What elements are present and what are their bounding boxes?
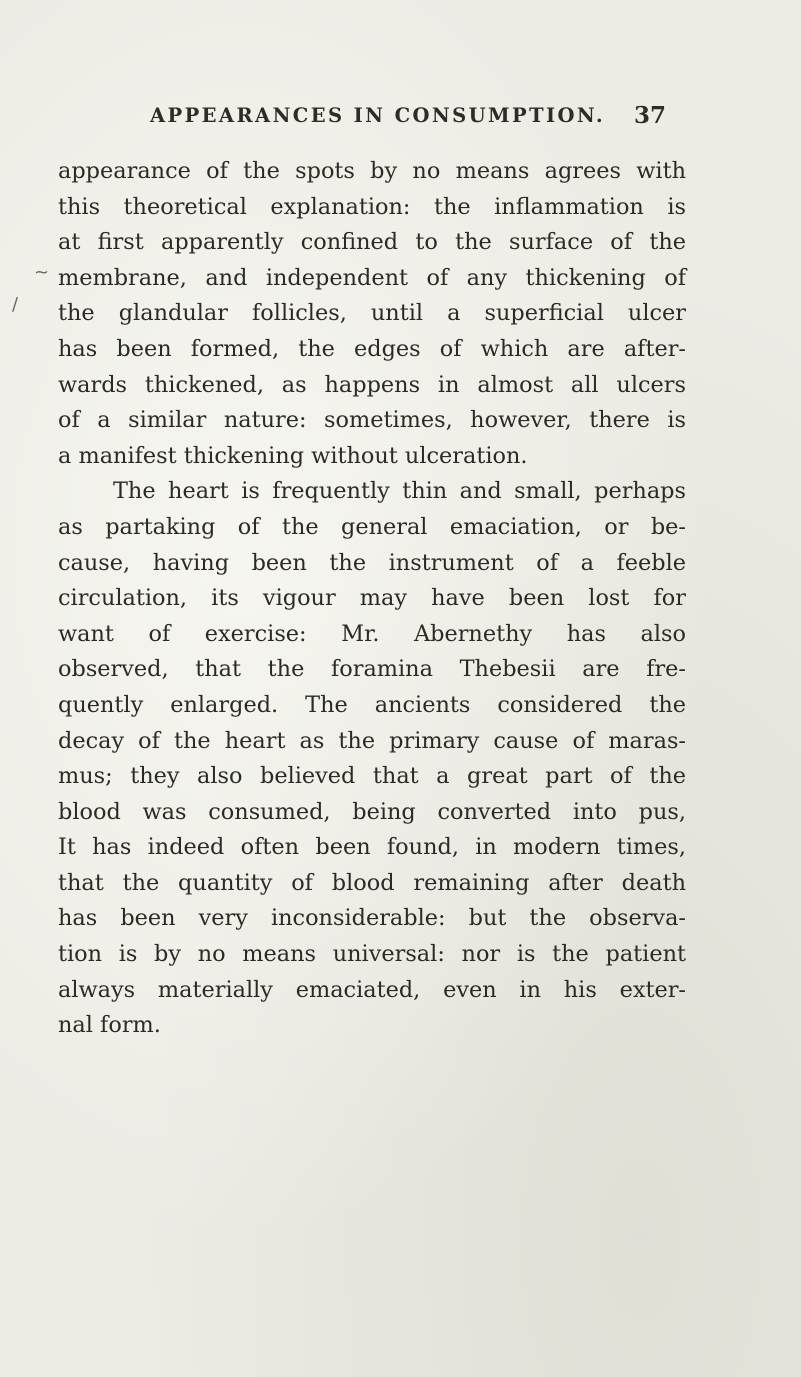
text-line: has been formed, the edges of which are after-	[58, 335, 686, 362]
text-line: wards thickened, as happens in almost all ulcers	[58, 371, 686, 398]
text-line: want of exercise: Mr. Abernethy has also	[58, 620, 686, 647]
text-line: observed, that the foramina Thebesii are fre-	[58, 656, 686, 683]
text-line: nal form.	[58, 1012, 161, 1039]
text-line: of a similar nature: sometimes, however, there is	[58, 407, 686, 434]
text-line: decay of the heart as the primary cause of maras-	[58, 727, 686, 754]
text-line: quently enlarged. The ancients considered the	[58, 691, 686, 718]
text-line: It has indeed often been found, in modern times,	[58, 834, 686, 861]
running-head: APPEARANCES IN CONSUMPTION.	[150, 104, 606, 127]
text-line: that the quantity of blood remaining after death	[58, 869, 686, 896]
text-line: a manifest thickening without ulceration.	[58, 442, 528, 469]
text-line: as partaking of the general emaciation, or be-	[58, 513, 686, 540]
text-line: appearance of the spots by no means agrees with	[58, 158, 686, 184]
text-line: the glandular follicles, until a superficial ulcer	[58, 300, 686, 327]
page-header	[0, 104, 801, 138]
margin-mark: ~	[34, 262, 50, 283]
text-line: blood was consumed, being converted into pus,	[58, 798, 686, 825]
text-line: tion is by no means universal: nor is the patient	[58, 941, 686, 968]
paragraph-start-line: The heart is frequently thin and small, perhaps	[113, 478, 686, 505]
text-line: has been very inconsiderable: but the observa-	[58, 905, 686, 932]
text-line: this theoretical explanation: the inflammation is	[58, 193, 686, 220]
margin-mark: /	[12, 294, 19, 315]
page-number: 37	[634, 102, 667, 129]
body-text	[58, 154, 686, 1044]
text-line: membrane, and independent of any thickening of	[58, 264, 686, 291]
text-line: at first apparently confined to the surface of the	[58, 229, 686, 256]
text-line: mus; they also believed that a great part of the	[58, 763, 686, 790]
text-line: cause, having been the instrument of a feeble	[58, 549, 686, 576]
text-line: circulation, its vigour may have been lost for	[58, 585, 686, 612]
text-line: always materially emaciated, even in his exter-	[58, 976, 686, 1003]
